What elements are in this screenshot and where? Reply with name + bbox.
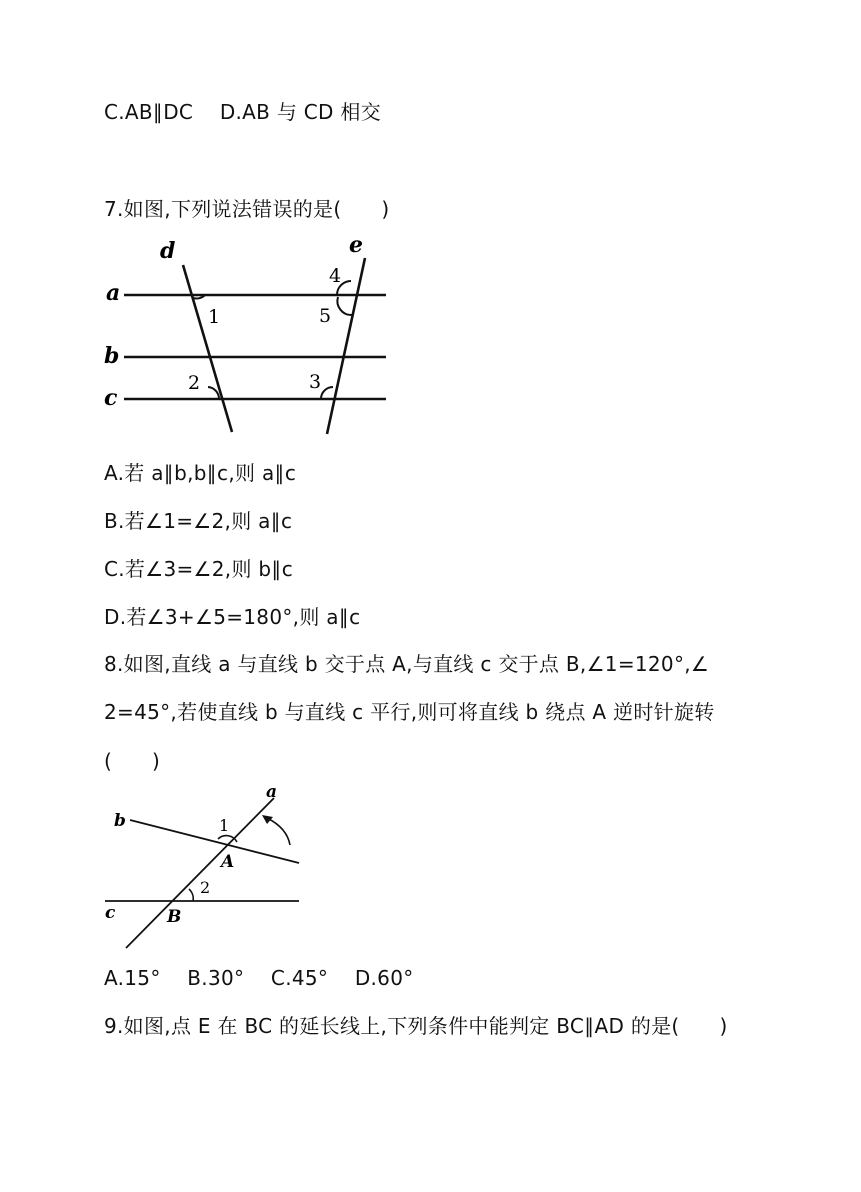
q6-options-cd: C.AB∥DC D.AB 与 CD 相交 xyxy=(104,100,382,124)
line-label-d: d xyxy=(160,238,176,264)
q7-option-c: C.若∠3=∠2,则 b∥c xyxy=(104,557,293,581)
angle-label-1: 1 xyxy=(219,816,230,835)
line-label-e: e xyxy=(349,235,363,258)
q7-option-d: D.若∠3+∠5=180°,则 a∥c xyxy=(104,605,361,629)
line-label-c: c xyxy=(105,903,116,923)
q7-option-b: B.若∠1=∠2,则 a∥c xyxy=(104,509,293,533)
q7-figure xyxy=(95,235,395,440)
angle-label-1: 1 xyxy=(208,306,221,328)
angle-label-2: 2 xyxy=(200,878,211,897)
q9-stem: 9.如图,点 E 在 BC 的延长线上,下列条件中能判定 BC∥AD 的是( ) xyxy=(104,1014,728,1038)
line-label-a: a xyxy=(266,782,278,802)
angle-label-3: 3 xyxy=(309,371,322,393)
line-label-c: c xyxy=(104,385,118,411)
angle-label-5: 5 xyxy=(319,305,332,327)
q7-option-a: A.若 a∥b,b∥c,则 a∥c xyxy=(104,461,297,485)
q8-options: A.15° B.30° C.45° D.60° xyxy=(104,966,414,990)
q8-stem-line2: 2=45°,若使直线 b 与直线 c 平行,则可将直线 b 绕点 A 逆时针旋转 xyxy=(104,700,715,724)
q7-stem: 7.如图,下列说法错误的是( ) xyxy=(104,197,390,221)
q8-figure xyxy=(95,780,315,955)
angle-label-4: 4 xyxy=(329,265,342,287)
line-label-b: b xyxy=(114,811,126,831)
angle-label-2: 2 xyxy=(188,372,201,394)
line-label-b: b xyxy=(104,343,120,369)
line-label-a: a xyxy=(106,280,121,306)
q8-stem-line1: 8.如图,直线 a 与直线 b 交于点 A,与直线 c 交于点 B,∠1=120°,∠ xyxy=(104,652,710,676)
point-label-A: A xyxy=(221,852,235,872)
q8-stem-line3: ( ) xyxy=(104,749,161,773)
point-label-B: B xyxy=(167,907,182,927)
